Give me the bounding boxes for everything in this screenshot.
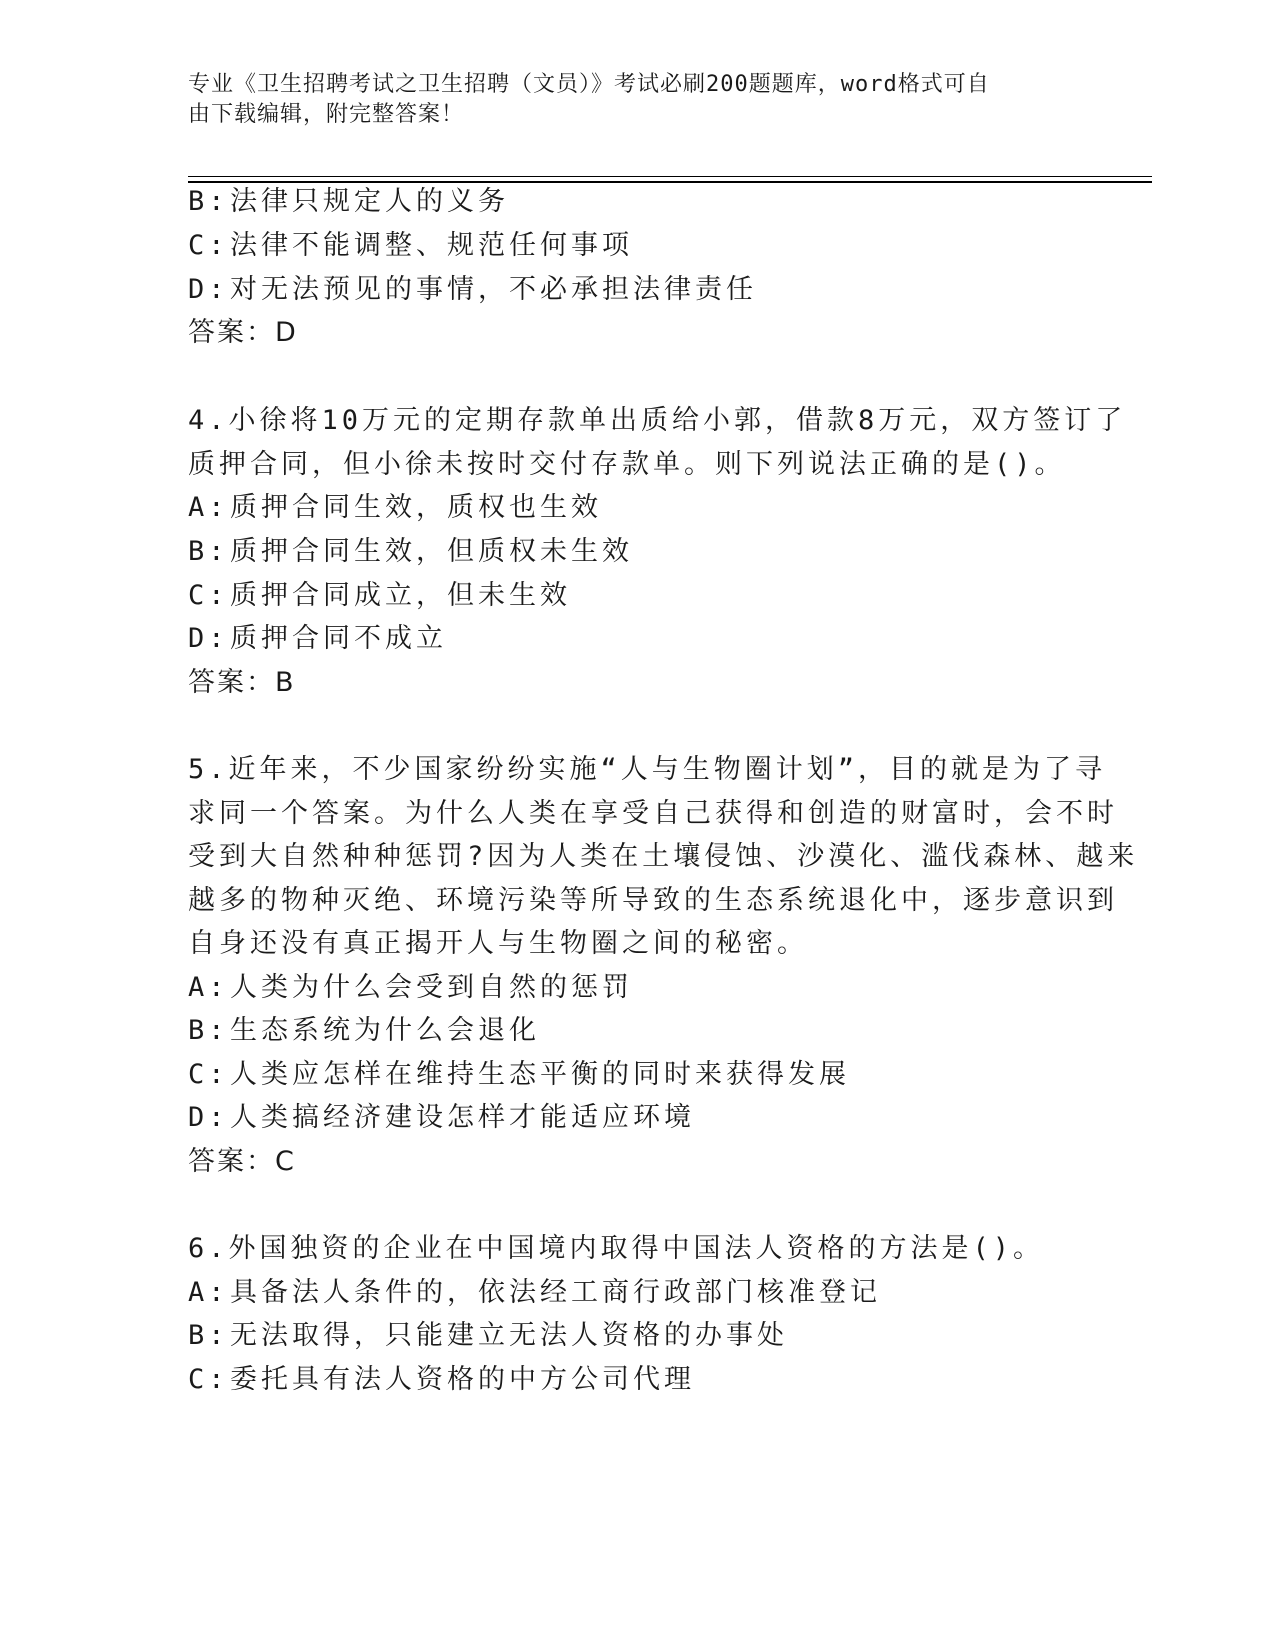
- option-key: C:: [188, 580, 229, 611]
- q3-option-b: [188, 184, 509, 220]
- option-text: 人类为什么会受到自然的惩罚: [230, 972, 633, 1003]
- document-header: [188, 70, 1068, 130]
- q4-stem-line-1: 4.小徐将10万元的定期存款单出质给小郭，借款8万元，双方签订了: [188, 405, 1127, 436]
- option-key: C:: [188, 1364, 229, 1395]
- q6-option-c: [188, 1362, 695, 1398]
- option-key: C:: [188, 230, 229, 261]
- option-key: A:: [188, 1277, 229, 1308]
- option-key: B:: [188, 1015, 229, 1046]
- option-text: 无法取得，只能建立无法人资格的办事处: [230, 1320, 788, 1351]
- option-text: 法律不能调整、规范任何事项: [230, 230, 633, 261]
- q4-stem-line-2: 质押合同，但小徐未按时交付存款单。则下列说法正确的是()。: [188, 449, 1066, 480]
- header-rule-thick: [188, 181, 1152, 183]
- option-key: D:: [188, 623, 229, 654]
- option-text: 法律只规定人的义务: [230, 186, 509, 217]
- q5-stem-line-1: 5.近年来，不少国家纷纷实施“人与生物圈计划”，目的就是为了寻: [188, 754, 1107, 785]
- option-key: A:: [188, 972, 229, 1003]
- q6-option-b: [188, 1318, 788, 1354]
- option-text: 具备法人条件的，依法经工商行政部门核准登记: [230, 1277, 881, 1308]
- q3-answer: 答案：D: [188, 317, 298, 348]
- q3-option-c: [188, 228, 633, 264]
- q5-option-c: [188, 1057, 850, 1093]
- q6-stem-line-1: 6.外国独资的企业在中国境内取得中国法人资格的方法是()。: [188, 1233, 1045, 1264]
- q4-answer: 答案：B: [188, 667, 296, 698]
- option-text: 委托具有法人资格的中方公司代理: [230, 1364, 695, 1395]
- q4-option-c: [188, 578, 571, 614]
- option-key: D:: [188, 1102, 229, 1133]
- q4-option-a: [188, 490, 602, 526]
- q5-stem-line-2: 求同一个答案。为什么人类在享受自己获得和创造的财富时，会不时: [188, 798, 1118, 829]
- option-key: B:: [188, 186, 229, 217]
- option-text: 质押合同成立，但未生效: [230, 580, 571, 611]
- option-key: C:: [188, 1059, 229, 1090]
- q5-stem-line-5: 自身还没有真正揭开人与生物圈之间的秘密。: [188, 928, 808, 959]
- q5-option-b: [188, 1013, 540, 1049]
- header-rule-thin: [188, 176, 1152, 177]
- header-line-2: 由下载编辑，附完整答案！: [188, 102, 465, 127]
- q4-option-b: [188, 534, 633, 570]
- option-text: 质押合同不成立: [230, 623, 447, 654]
- option-key: B:: [188, 536, 229, 567]
- q5-stem-line-3: 受到大自然种种惩罚?因为人类在土壤侵蚀、沙漠化、滥伐森林、越来: [188, 841, 1139, 872]
- option-key: B:: [188, 1320, 229, 1351]
- q5-option-a: [188, 970, 633, 1006]
- option-text: 生态系统为什么会退化: [230, 1015, 540, 1046]
- option-text: 质押合同生效，质权也生效: [230, 492, 602, 523]
- q5-stem-line-4: 越多的物种灭绝、环境污染等所导致的生态系统退化中，逐步意识到: [188, 885, 1118, 916]
- option-key: A:: [188, 492, 229, 523]
- q5-option-d: [188, 1100, 695, 1136]
- option-text: 人类应怎样在维持生态平衡的同时来获得发展: [230, 1059, 850, 1090]
- header-line-1: 专业《卫生招聘考试之卫生招聘（文员）》考试必刷200题题库，word格式可自: [188, 72, 990, 97]
- option-key: D:: [188, 274, 229, 305]
- q4-option-d: [188, 621, 447, 657]
- q5-answer: 答案：C: [188, 1146, 296, 1177]
- option-text: 对无法预见的事情，不必承担法律责任: [230, 274, 757, 305]
- option-text: 质押合同生效，但质权未生效: [230, 536, 633, 567]
- q3-option-d: [188, 272, 757, 308]
- option-text: 人类搞经济建设怎样才能适应环境: [230, 1102, 695, 1133]
- q6-option-a: [188, 1275, 881, 1311]
